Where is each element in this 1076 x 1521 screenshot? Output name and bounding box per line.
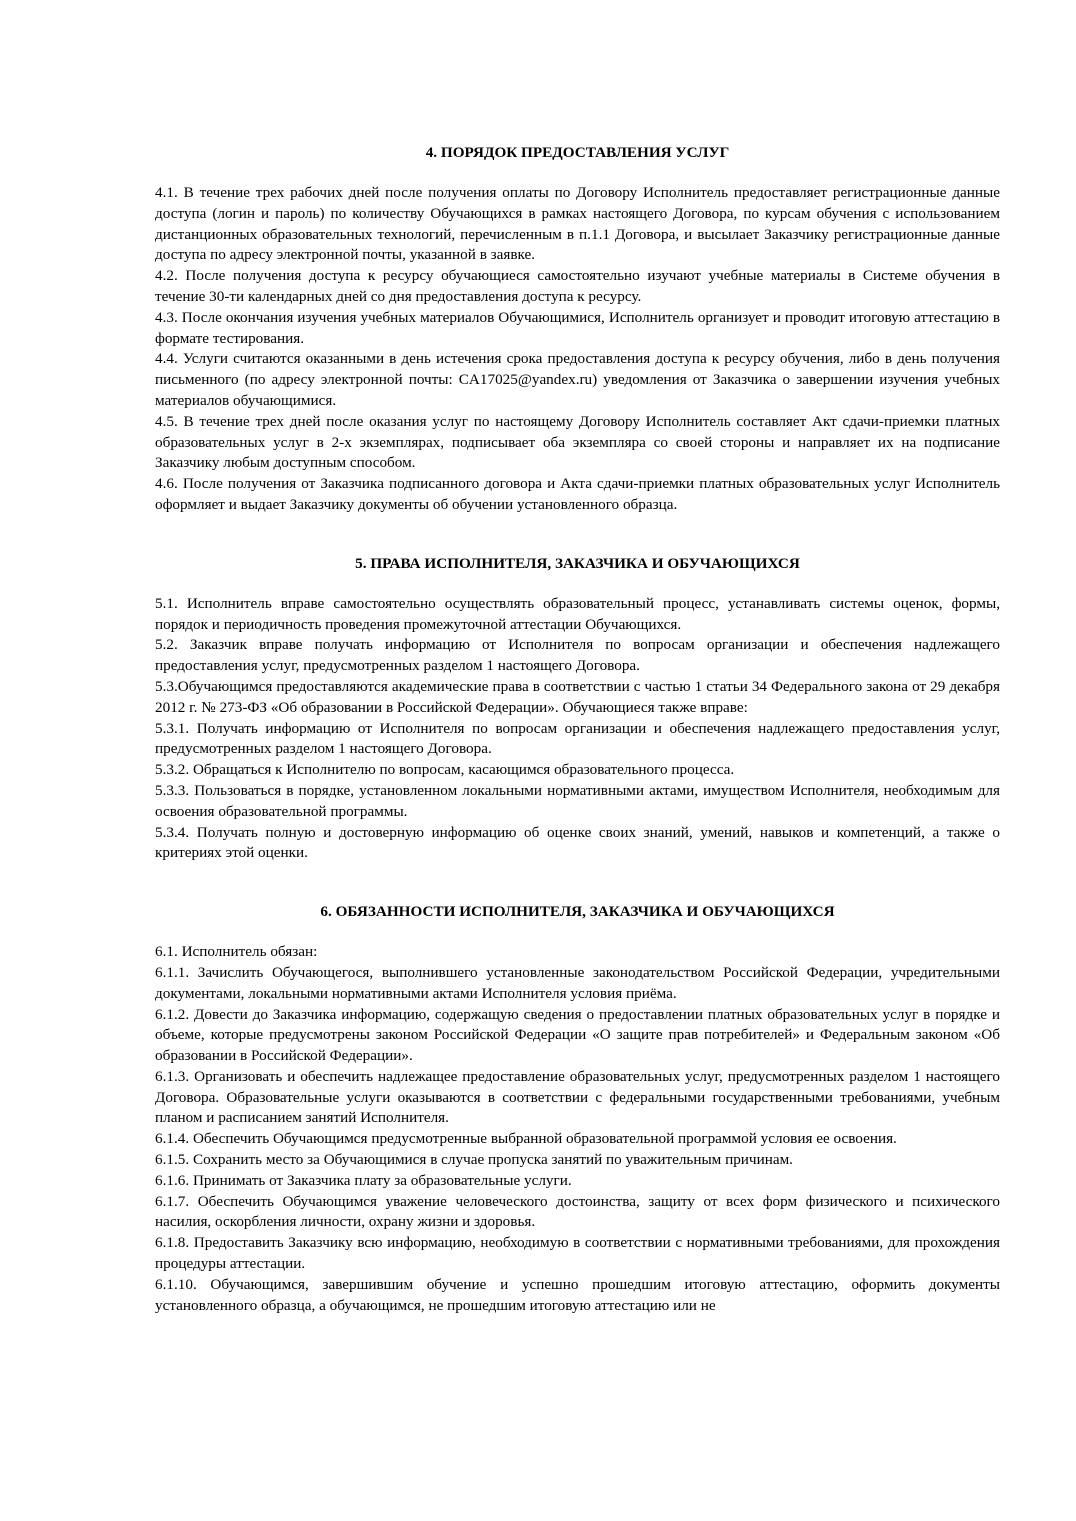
section-4: [155, 142, 1000, 516]
clause-6-1-5: 6.1.5. Сохранить место за Обучающимися в случае пропуска занятий по уважительным причинам.: [155, 1151, 793, 1169]
clause-6-1-8: 6.1.8. Предоставить Заказчику всю информацию, необходимую в соответствии с нормативными требованиями, для прохождения процедуры аттестации.: [155, 1234, 1000, 1273]
clause-5-3-1: 5.3.1. Получать информацию от Исполнителя по вопросам организации и обеспечения надлежащего предоставления услуг, предусмотренных разделом 1 настоящего Договора.: [155, 719, 1000, 758]
clause-6-1-4: 6.1.4. Обеспечить Обучающимся предусмотренные выбранной образовательной программой условия ее освоения.: [155, 1130, 897, 1148]
section-6-title: 6. ОБЯЗАННОСТИ ИСПОЛНИТЕЛЯ, ЗАКАЗЧИКА И ОБУЧАЮЩИХСЯ: [320, 903, 835, 921]
clause-5-3-2: 5.3.2. Обращаться к Исполнителю по вопросам, касающимся образовательного процесса.: [155, 761, 735, 779]
clause-5-2: 5.2. Заказчик вправе получать информацию от Исполнителя по вопросам организации и обеспечения надлежащего предоставления услуг, предусмотренных разделом 1 настоящего Договора.: [155, 636, 1000, 675]
clause-6-1-10: 6.1.10. Обучающимся, завершившим обучение и успешно прошедшим итоговую аттестацию, оформить документы установленного образца, а обучающимся, не прошедшим итоговую аттестацию или не: [155, 1275, 1000, 1314]
clause-4-2: 4.2. После получения доступа к ресурсу обучающиеся самостоятельно изучают учебные материалы в Системе обучения в течение 30-ти календарных дней со дня предоставления доступа к ресурсу.: [155, 267, 1000, 305]
section-6: [155, 901, 1000, 1316]
clause-6-1-2: 6.1.2. Довести до Заказчика информацию, содержащую сведения о предоставлении платных образовательных услуг в порядке и объеме, которые предусмотрены законом Российской Федерации «О защите прав потребителей» и Федеральным законом «Об образовании в Российской Федерации».: [155, 1005, 1000, 1065]
section-5: [155, 553, 1000, 864]
section-4-title: 4. ПОРЯДОК ПРЕДОСТАВЛЕНИЯ УСЛУГ: [425, 144, 730, 161]
clause-5-1: 5.1. Исполнитель вправе самостоятельно осуществлять образовательный процесс, устанавливать системы оценок, формы, порядок и периодичность проведения промежуточной аттестации Обучающихся.: [155, 594, 1000, 633]
clause-6-1-6: 6.1.6. Принимать от Заказчика плату за образовательные услуги.: [155, 1171, 572, 1189]
clause-6-1-3: 6.1.3. Организовать и обеспечить надлежащее предоставление образовательных услуг, предусмотренных разделом 1 настоящего Договора. Образовательные услуги оказываются в соответствии с федеральными государственными требованиями, учебным планом и расписанием занятий Исполнителя.: [155, 1067, 1000, 1127]
clause-4-3: 4.3. После окончания изучения учебных материалов Обучающимися, Исполнитель организует и проводит итоговую аттестацию в формате тестирования.: [155, 308, 1000, 347]
clause-6-1-1: 6.1.1. Зачислить Обучающегося, выполнившего установленные законодательством Российской Федерации, учредительными документами, локальными нормативными актами Исполнителя условия приёма.: [155, 963, 1000, 1002]
clause-4-1: 4.1. В течение трех рабочих дней после получения оплаты по Договору Исполнитель предоставляет регистрационные данные доступа (логин и пароль) по количеству Обучающихся в рамках настоящего Договора, по курсам обучения с использованием дистанционных образовательных технологий, перечисленным в п.1.1 Договора, и высылает Заказчику регистрационные данные доступа по адресу электронной почты, указанной в заявке.: [155, 184, 1000, 264]
clause-5-3-3: 5.3.3. Пользоваться в порядке, установленном локальными нормативными актами, имуществом Исполнителя, необходимым для освоения образовательной программы.: [155, 781, 1000, 820]
section-5-title: 5. ПРАВА ИСПОЛНИТЕЛЯ, ЗАКАЗЧИКА И ОБУЧАЮЩИХСЯ: [355, 554, 800, 572]
clause-4-5: 4.5. В течение трех дней после оказания услуг по настоящему Договору Исполнитель составляет Акт сдачи-приемки платных образовательных услуг в 2-х экземплярах, подписывает оба экземпляра со своей стороны и направляет их на подписание Заказчику любым доступным способом.: [155, 412, 1000, 472]
clause-4-6: 4.6. После получения от Заказчика подписанного договора и Акта сдачи-приемки платных образовательных услуг Исполнитель оформляет и выдает Заказчику документы об обучении установленного образца.: [155, 475, 1000, 513]
clause-5-3-4: 5.3.4. Получать полную и достоверную информацию об оценке своих знаний, умений, навыков и компетенций, а также о критериях этой оценки.: [155, 823, 1000, 862]
clause-5-3: 5.3.Обучающимся предоставляются академические права в соответствии с частью 1 статьи 34 Федерального закона от 29 декабря 2012 г. № 273-ФЗ «Об образовании в Российской Федерации». Обучающиеся также вправе:: [155, 677, 1000, 716]
document-page: [155, 142, 1000, 1316]
clause-6-1: 6.1. Исполнитель обязан:: [155, 943, 318, 961]
clause-4-4: 4.4. Услуги считаются оказанными в день истечения срока предоставления доступа к ресурсу обучения, либо в день получения письменного (по адресу электронной почты: CA17025@yandex.ru) уведомления от Заказчика о завершении изучения учебных материалов обучающимися.: [155, 350, 1000, 409]
clause-6-1-7: 6.1.7. Обеспечить Обучающимся уважение человеческого достоинства, защиту от всех форм физического и психического насилия, оскорбления личности, охрану жизни и здоровья.: [155, 1192, 1000, 1231]
